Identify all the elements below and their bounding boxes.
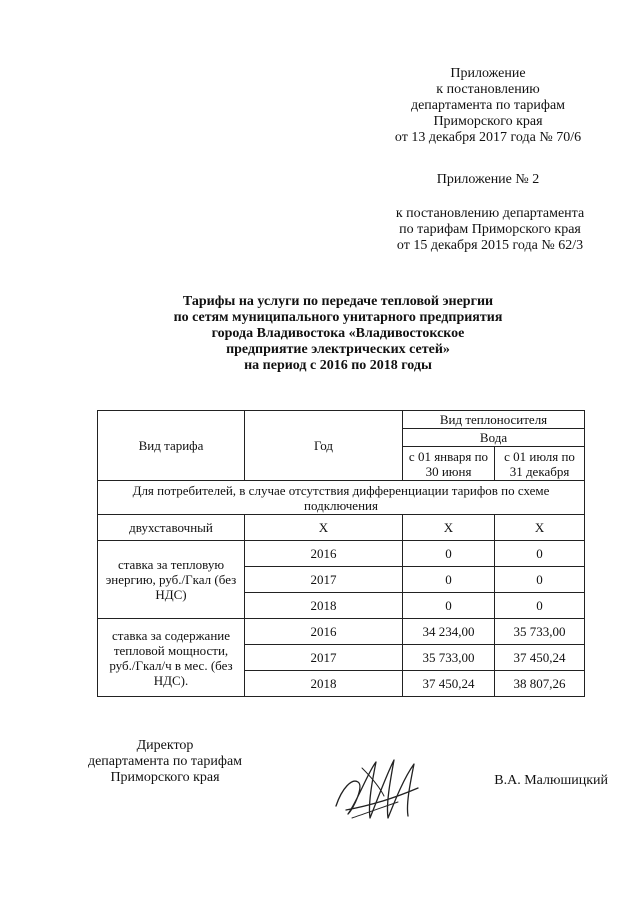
value-cell: 0 [403,567,495,593]
signatory-position [60,738,270,786]
document-title [128,294,548,374]
year-cell: 2017 [245,645,403,671]
value-cell: 34 234,00 [403,619,495,645]
header-heat-carrier: Вид теплоносителя [403,411,585,429]
year-cell: 2016 [245,541,403,567]
year-cell: 2018 [245,671,403,697]
title-line: Тарифы на услуги по передаче тепловой энергии [182,294,494,309]
year-cell: 2017 [245,567,403,593]
year-cell: 2018 [245,593,403,619]
header-tariff-type: Вид тарифа [98,411,245,481]
position-line: Приморского края [110,770,220,785]
header-water: Вода [403,429,585,447]
appendix-line: Приложение [450,66,526,81]
appendix2-reference [380,206,600,254]
title-line: по сетям муниципального унитарного предприятия [173,310,503,325]
capacity-rate-label: ставка за содержание тепловой мощности, руб./Гкал/ч в мес. (без НДС). [98,619,245,697]
appendix2-line: от 15 декабря 2015 года № 62/3 [396,238,584,253]
two-part-label: двухставочный [98,515,245,541]
two-part-year: Х [245,515,403,541]
energy-rate-label: ставка за тепловую энергию, руб./Гкал (без НДС) [98,541,245,619]
title-line: предприятие электрических сетей» [226,342,450,357]
value-cell: 0 [403,593,495,619]
value-cell: 35 733,00 [403,645,495,671]
position-line: Директор [136,738,194,753]
appendix-line: департамента по тарифам [410,98,566,113]
value-cell: 37 450,24 [495,645,585,671]
value-cell: 0 [403,541,495,567]
tariffs-table [97,410,585,697]
two-part-h2: Х [495,515,585,541]
title-line: на период с 2016 по 2018 годы [244,358,432,373]
value-cell: 38 807,26 [495,671,585,697]
appendix-line: к постановлению [436,82,540,97]
table-row [98,619,585,645]
table-row [98,541,585,567]
value-cell: 0 [495,541,585,567]
appendix-line: Приморского края [433,114,543,129]
appendix2-line: по тарифам Приморского края [399,222,581,237]
header-first-half: с 01 января по 30 июня [403,447,495,481]
appendix-header [370,66,606,146]
appendix2-title: Приложение № 2 [436,172,540,187]
position-line: департамента по тарифам [87,754,243,769]
year-cell: 2016 [245,619,403,645]
value-cell: 37 450,24 [403,671,495,697]
value-cell: 35 733,00 [495,619,585,645]
two-part-h1: Х [403,515,495,541]
title-line: города Владивостока «Владивостокское [211,326,465,341]
value-cell: 0 [495,593,585,619]
handwritten-signature [328,748,428,828]
consumers-note: Для потребителей, в случае отсутствия дифференциации тарифов по схеме подключения [98,481,585,515]
appendix2-line: к постановлению департамента [395,206,585,221]
header-year: Год [245,411,403,481]
header-second-half: с 01 июля по 31 декабря [495,447,585,481]
appendix-line: от 13 декабря 2017 года № 70/6 [394,130,582,145]
value-cell: 0 [495,567,585,593]
signatory-name: В.А. Малюшицкий [494,773,608,788]
